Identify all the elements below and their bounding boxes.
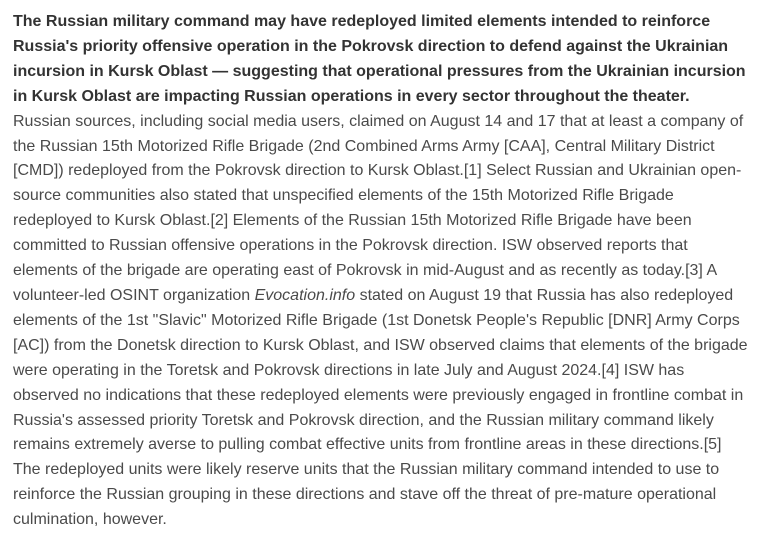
footnote-ref-5[interactable]: [5] bbox=[703, 436, 722, 454]
body-text: Elements of the Russian 15th Motorized Rifle Brigade have been committed to Russian offensive operations in the Pokrovsk direction. ISW observed reports that elements of the brigade are operating east of Pokrovsk in mid-August and as recently as today. bbox=[13, 212, 692, 280]
body-text: A volunteer-led OSINT organization bbox=[13, 262, 717, 304]
lead-sentence: The Russian military command may have redeployed limited elements intended to reinforce Russia's priority offensive operation in the Pokrovsk direction to defend against the Ukrainian incursion in Kursk Oblast — suggesting that operational pressures from the Ukrainian incursion in Kursk Oblast are impacting Russian operations in every sector throughout the theater. bbox=[13, 13, 746, 105]
article-body bbox=[13, 10, 751, 533]
footnote-ref-3[interactable]: [3] bbox=[685, 262, 703, 280]
body-text: Select Russian and Ukrainian open-source communities also stated that unspecified elements of the 15th Motorized Rifle Brigade redeployed to Kursk Oblast. bbox=[13, 162, 742, 230]
body-text: ISW has observed no indications that these redeployed elements were previously engaged in frontline combat in Russia's assessed priority Toretsk and Pokrovsk direction, and the Russian military command likely remains extremely averse to pulling combat effective units from frontline areas in these directions. bbox=[13, 361, 744, 454]
footnote-ref-1[interactable]: [1] bbox=[463, 162, 482, 180]
article-paragraph bbox=[13, 10, 751, 533]
body-text: Russian sources, including social media users, claimed on August 14 and 17 that at least a company of the Russian 15th Motorized Rifle Brigade (2nd Combined Arms Army [CAA], Central Military District [CMD]) redeployed from the Pokrovsk direction to Kursk Oblast. bbox=[13, 112, 744, 180]
footnote-ref-4[interactable]: [4] bbox=[601, 361, 620, 379]
footnote-ref-2[interactable]: [2] bbox=[210, 212, 229, 230]
body-text: The redeployed units were likely reserve units that the Russian military command intended to use to reinforce the Russian grouping in these directions and stave off the threat of pre-mature operational culmination, however. bbox=[13, 461, 720, 529]
body-text: stated on August 19 that Russia has also redeployed elements of the 1st "Slavic" Motorized Rifle Brigade (1st Donetsk People's Republic [DNR] Army Corps [AC]) from the Donetsk direction to Kursk Oblast, and ISW observed claims that elements of the brigade were operating in the Toretsk and Pokrovsk directions in late July and August 2024. bbox=[13, 286, 748, 379]
source-name: Evocation.info bbox=[254, 286, 356, 304]
